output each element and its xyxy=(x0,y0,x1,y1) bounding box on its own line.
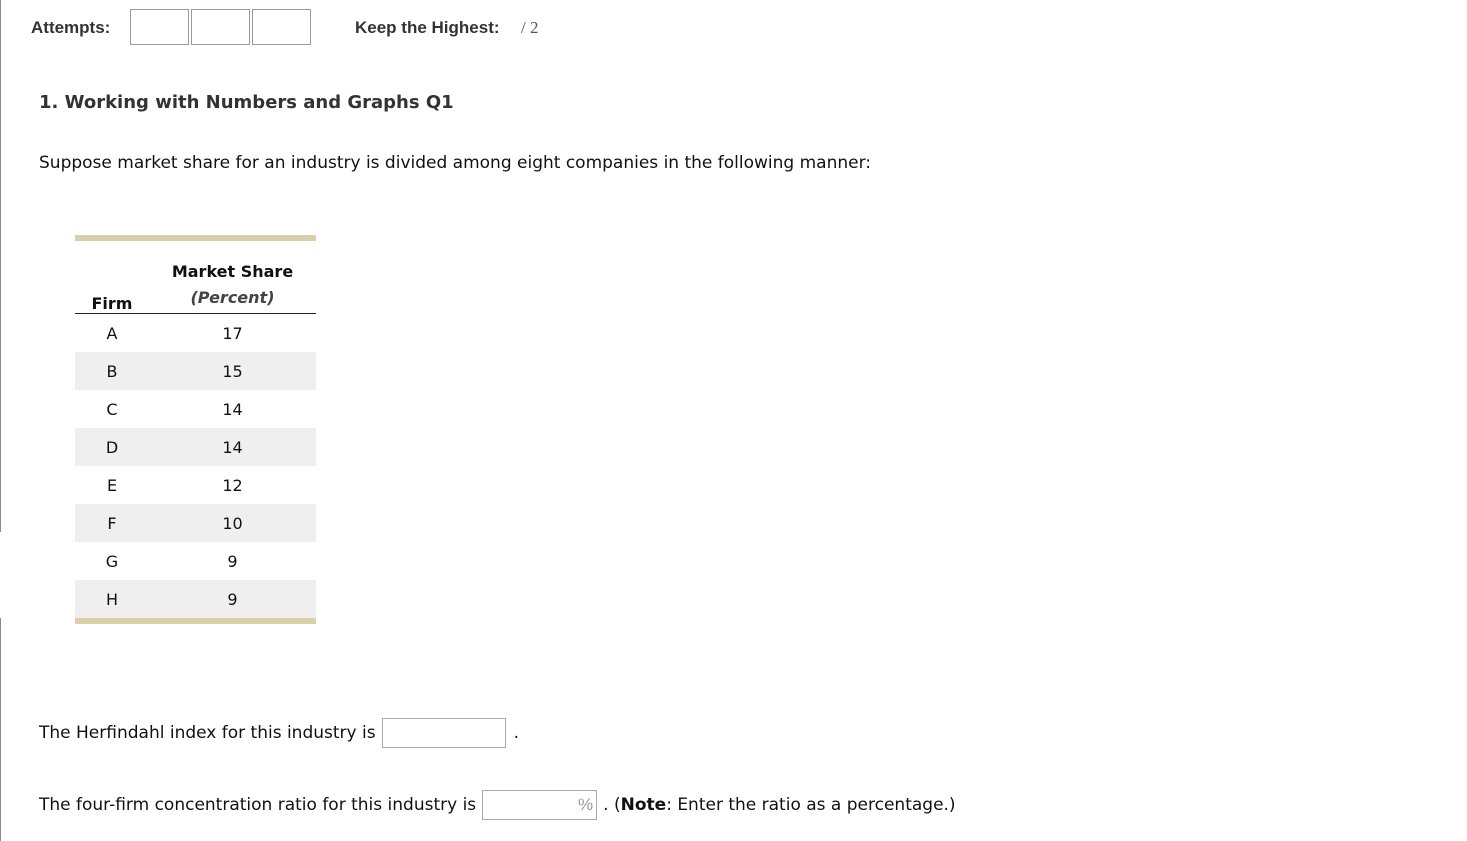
table-row xyxy=(75,352,316,390)
concentration-ratio-label: The four-firm concentration ratio for this industry is xyxy=(39,795,477,815)
table-row xyxy=(75,466,316,504)
left-border xyxy=(0,0,1,532)
question-prompt: Suppose market share for an industry is divided among eight companies in the following manner: xyxy=(39,153,872,173)
market-share-table xyxy=(75,235,316,624)
firm-cell: C xyxy=(106,399,118,419)
firm-cell: D xyxy=(75,428,149,466)
col-header-firm: Firm xyxy=(75,238,149,314)
keep-highest-value: / 2 xyxy=(521,18,539,37)
share-cell: 9 xyxy=(149,580,316,621)
firm-cell: A xyxy=(106,323,118,343)
col-header-share-unit: (Percent) xyxy=(149,281,316,314)
attempt-boxes xyxy=(130,9,313,45)
note-text: : Enter the ratio as a percentage.) xyxy=(666,795,956,815)
attempt-box-2 xyxy=(191,9,250,45)
share-cell: 9 xyxy=(227,551,238,571)
herfindahl-input[interactable] xyxy=(382,718,506,748)
share-cell: 14 xyxy=(149,428,316,466)
firm-cell: F xyxy=(75,504,149,542)
share-cell: 14 xyxy=(222,399,243,419)
table-row xyxy=(75,390,316,428)
table-row xyxy=(75,580,316,621)
table-row xyxy=(75,428,316,466)
table-row xyxy=(75,542,316,580)
firm-cell: H xyxy=(75,580,149,621)
herfindahl-line xyxy=(39,718,519,748)
table-row xyxy=(75,504,316,542)
firm-cell: G xyxy=(105,551,119,571)
keep-highest-label: Keep the Highest: xyxy=(355,18,500,37)
firm-cell: E xyxy=(106,475,118,495)
note-label: Note xyxy=(620,795,667,815)
attempt-box-3 xyxy=(252,9,311,45)
share-cell: 15 xyxy=(149,352,316,390)
share-cell: 10 xyxy=(149,504,316,542)
question-title: 1. Working with Numbers and Graphs Q1 xyxy=(39,92,454,113)
concentration-ratio-line xyxy=(39,790,956,820)
share-cell: 17 xyxy=(222,323,243,343)
col-header-share: Market Share xyxy=(171,262,294,281)
herfindahl-period: . xyxy=(513,723,519,743)
table-body xyxy=(75,314,316,622)
note-prefix: . ( xyxy=(603,795,621,815)
concentration-ratio-input[interactable] xyxy=(482,790,597,820)
percent-unit: % xyxy=(578,795,594,814)
table-row xyxy=(75,314,316,353)
firm-cell: B xyxy=(75,352,149,390)
left-border-lower xyxy=(0,618,1,841)
herfindahl-label: The Herfindahl index for this industry is xyxy=(39,723,376,743)
attempt-box-1 xyxy=(130,9,189,45)
attempts-label: Attempts: xyxy=(31,18,111,37)
share-cell: 12 xyxy=(222,475,243,495)
